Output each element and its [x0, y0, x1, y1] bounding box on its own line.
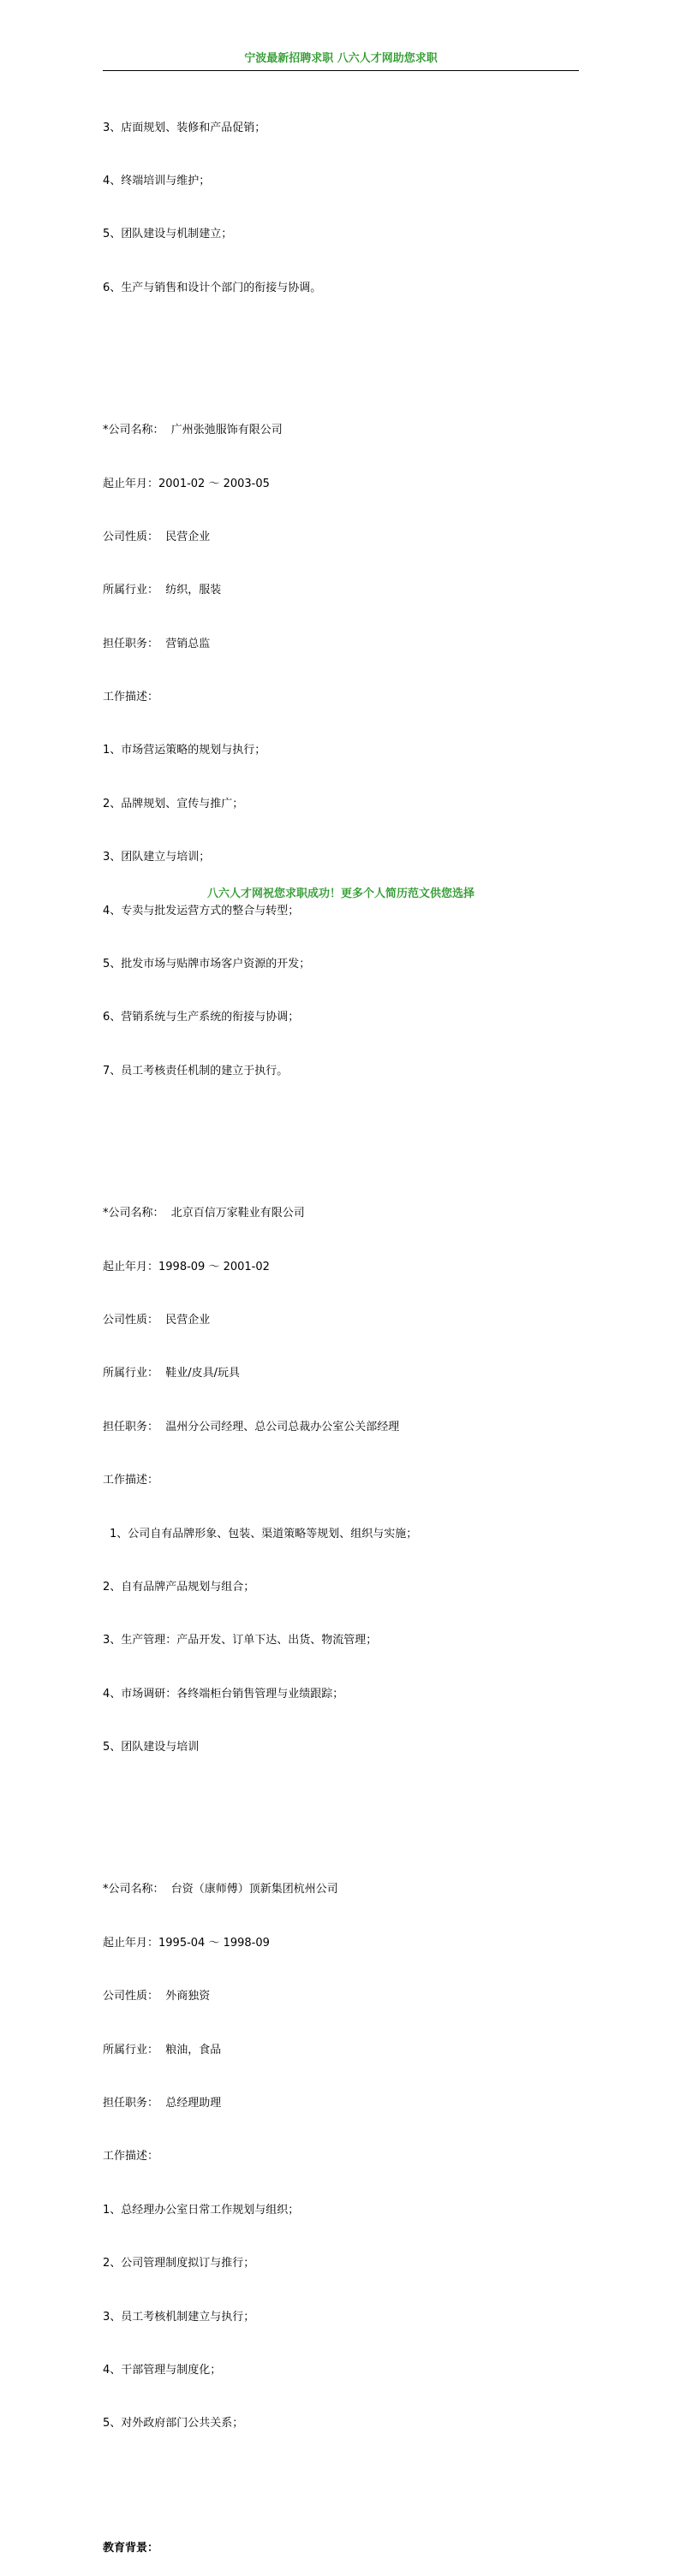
list-item: 4、干部管理与制度化；	[103, 2364, 222, 2377]
list-item: 3、生产管理：产品开发、订单下达、出货、物流管理；	[103, 1634, 378, 1647]
list-item: 2、公司管理制度拟订与推行；	[103, 2257, 255, 2270]
list-item: 6、营销系统与生产系统的衔接与协调；	[103, 1011, 300, 1024]
list-item: 4、专卖与批发运营方式的整合与转型；	[103, 904, 300, 917]
list-item: 5、批发市场与贴牌市场客户资源的开发；	[103, 958, 311, 971]
list-item: 1、总经理办公室日常工作规划与组织；	[103, 2203, 300, 2217]
list-item: 1、市场营运策略的规划与执行；	[103, 744, 266, 757]
company-nature: 公司性质： 民营企业	[103, 1313, 211, 1327]
company-name: *公司名称： 北京百信万家鞋业有限公司	[103, 1207, 305, 1220]
resume-body	[103, 84, 582, 2576]
list-item: 5、团队建设与机制建立；	[103, 228, 233, 241]
list-item: 7、员工考核责任机制的建立于执行。	[103, 1064, 289, 1077]
company-industry: 所属行业： 纺织，服装	[103, 584, 222, 597]
education-section-title: 教育背景：	[103, 2541, 159, 2555]
job-description-label: 工作描述：	[103, 1474, 159, 1487]
list-item: 1、公司自有品牌形象、包装、渠道策略等规划、组织与实施；	[110, 1527, 418, 1540]
list-item: 3、团队建立与培训；	[103, 851, 211, 864]
page-header: 宁波最新招聘求职 八六人才网助您求职	[244, 52, 438, 65]
list-item: 2、自有品牌产品规划与组合；	[103, 1580, 255, 1594]
page-footer: 八六人才网祝您求职成功！更多个人简历范文供您选择	[206, 887, 474, 900]
company-name: *公司名称： 台资（康师傅）顶新集团杭州公司	[103, 1883, 338, 1896]
employment-period: 起止年月：1995-04 ～ 1998-09	[103, 1936, 270, 1950]
company-nature: 公司性质： 外商独资	[103, 1990, 211, 2003]
list-item: 4、终端培训与维护；	[103, 174, 211, 187]
spacer	[103, 333, 582, 351]
job-position: 担任职务： 温州分公司经理、总公司总裁办公室公关部经理	[103, 1420, 400, 1433]
job-description-label: 工作描述：	[103, 691, 159, 704]
company-industry: 所属行业： 鞋业/皮具/玩具	[103, 1367, 241, 1380]
list-item: 6、生产与销售和设计个部门的衔接与协调。	[103, 281, 322, 294]
company-nature: 公司性质： 民营企业	[103, 530, 211, 543]
list-item: 4、市场调研：各终端柜台销售管理与业绩跟踪；	[103, 1687, 344, 1701]
list-item: 2、品牌规划、宣传与推广；	[103, 797, 244, 810]
employment-period: 起止年月：1998-09 ～ 2001-02	[103, 1260, 270, 1273]
company-name: *公司名称： 广州张弛服饰有限公司	[103, 424, 283, 437]
header-divider	[103, 70, 579, 71]
job-position: 担任职务： 营销总监	[103, 637, 211, 650]
spacer	[103, 2469, 582, 2487]
employment-period: 起止年月：2001-02 ～ 2003-05	[103, 477, 270, 490]
job-description-label: 工作描述：	[103, 2150, 159, 2163]
list-item: 5、对外政府部门公共关系；	[103, 2417, 244, 2431]
list-item: 3、店面规划、装修和产品促销；	[103, 121, 266, 134]
company-industry: 所属行业： 粮油，食品	[103, 2043, 222, 2057]
list-item: 3、员工考核机制建立与执行；	[103, 2310, 255, 2324]
spacer	[103, 1116, 582, 1134]
spacer	[103, 1793, 582, 1811]
job-position: 担任职务： 总经理助理	[103, 2097, 222, 2110]
list-item: 5、团队建设与培训	[103, 1741, 200, 1754]
